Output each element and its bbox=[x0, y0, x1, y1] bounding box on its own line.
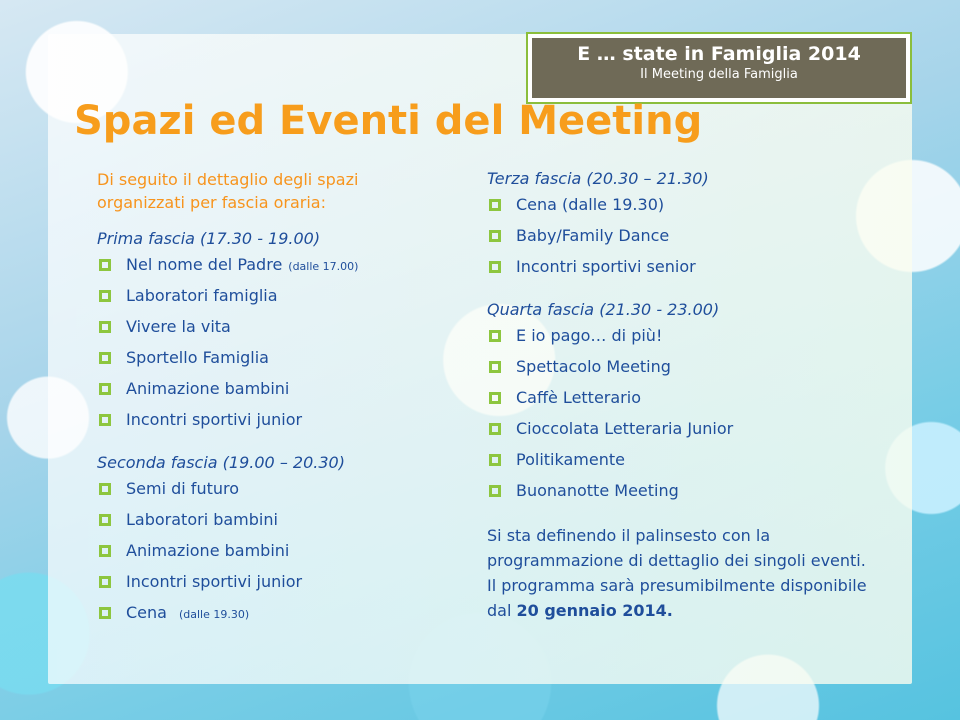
item-label: Sportello Famiglia bbox=[126, 348, 269, 367]
item-label: Caffè Letterario bbox=[516, 388, 641, 407]
bullet-icon bbox=[489, 485, 501, 497]
item-label: Cena (dalle 19.30) bbox=[516, 195, 665, 214]
footer-date: 20 gennaio 2014. bbox=[516, 601, 673, 620]
item-label: Incontri sportivi senior bbox=[516, 257, 696, 276]
list-item bbox=[487, 387, 867, 418]
page-title: Spazi ed Eventi del Meeting bbox=[74, 98, 703, 144]
header-inner bbox=[532, 38, 906, 98]
list-item bbox=[487, 225, 867, 256]
item-label: Semi di futuro bbox=[126, 479, 240, 498]
bullet-icon bbox=[99, 259, 111, 271]
item-label: Buonanotte Meeting bbox=[516, 481, 679, 500]
list-item bbox=[487, 480, 867, 511]
list-item bbox=[487, 256, 867, 287]
item-label: Cena bbox=[126, 603, 167, 622]
bullet-icon bbox=[489, 199, 501, 211]
header-subtitle: Il Meeting della Famiglia bbox=[640, 67, 798, 82]
list-terza bbox=[487, 194, 867, 287]
intro-text: Di seguito il dettaglio degli spazi organizzati per fascia oraria: bbox=[97, 170, 359, 212]
right-column bbox=[487, 168, 867, 623]
item-label: Animazione bambini bbox=[126, 379, 290, 398]
list-item bbox=[97, 378, 437, 409]
list-item bbox=[97, 316, 437, 347]
footer-note bbox=[487, 523, 867, 623]
list-item bbox=[487, 449, 867, 480]
section-heading-terza: Terza fascia (20.30 – 21.30) bbox=[487, 169, 709, 188]
bullet-icon bbox=[99, 545, 111, 557]
section-heading-seconda: Seconda fascia (19.00 – 20.30) bbox=[97, 453, 345, 472]
bullet-icon bbox=[99, 483, 111, 495]
list-item bbox=[97, 602, 437, 633]
list-item bbox=[97, 347, 437, 378]
list-item bbox=[97, 571, 437, 602]
header-title: E … state in Famiglia 2014 bbox=[577, 43, 861, 65]
item-label: Incontri sportivi junior bbox=[126, 572, 303, 591]
list-item bbox=[97, 285, 437, 316]
item-label: Nel nome del Padre bbox=[126, 255, 283, 274]
bullet-icon bbox=[489, 261, 501, 273]
item-note: (dalle 19.30) bbox=[178, 608, 250, 621]
bullet-icon bbox=[99, 514, 111, 526]
list-item bbox=[487, 356, 867, 387]
list-item bbox=[487, 194, 867, 225]
item-label: Cioccolata Letteraria Junior bbox=[516, 419, 734, 438]
bullet-icon bbox=[489, 361, 501, 373]
item-label: Laboratori famiglia bbox=[126, 286, 278, 305]
bullet-icon bbox=[489, 330, 501, 342]
bullet-icon bbox=[489, 423, 501, 435]
list-item bbox=[97, 540, 437, 571]
list-item bbox=[97, 409, 437, 440]
item-label: E io pago… di più! bbox=[516, 326, 663, 345]
list-item bbox=[487, 325, 867, 356]
left-column bbox=[97, 168, 437, 645]
item-note: (dalle 17.00) bbox=[288, 260, 359, 273]
footer-text: Si sta definendo il palinsesto con la programmazione di dettaglio dei singoli eventi. Il programma sarà presumibilmente disponibile dal bbox=[487, 526, 867, 620]
list-seconda bbox=[97, 478, 437, 633]
item-label: Spettacolo Meeting bbox=[516, 357, 671, 376]
bullet-icon bbox=[99, 290, 111, 302]
item-label: Baby/Family Dance bbox=[516, 226, 670, 245]
item-label: Laboratori bambini bbox=[126, 510, 278, 529]
bullet-icon bbox=[489, 392, 501, 404]
section-heading-quarta: Quarta fascia (21.30 - 23.00) bbox=[487, 300, 720, 319]
header-box bbox=[526, 32, 912, 104]
bullet-icon bbox=[99, 352, 111, 364]
bullet-icon bbox=[489, 230, 501, 242]
item-label: Animazione bambini bbox=[126, 541, 290, 560]
list-item bbox=[97, 509, 437, 540]
item-label: Incontri sportivi junior bbox=[126, 410, 303, 429]
bullet-icon bbox=[99, 576, 111, 588]
item-label: Politikamente bbox=[516, 450, 625, 469]
list-quarta bbox=[487, 325, 867, 511]
item-label: Vivere la vita bbox=[126, 317, 231, 336]
list-item bbox=[97, 478, 437, 509]
list-item bbox=[97, 254, 437, 285]
bullet-icon bbox=[99, 321, 111, 333]
list-item bbox=[487, 418, 867, 449]
section-heading-prima: Prima fascia (17.30 - 19.00) bbox=[97, 229, 321, 248]
list-prima bbox=[97, 254, 437, 440]
bullet-icon bbox=[99, 414, 111, 426]
bullet-icon bbox=[99, 383, 111, 395]
bullet-icon bbox=[489, 454, 501, 466]
bullet-icon bbox=[99, 607, 111, 619]
